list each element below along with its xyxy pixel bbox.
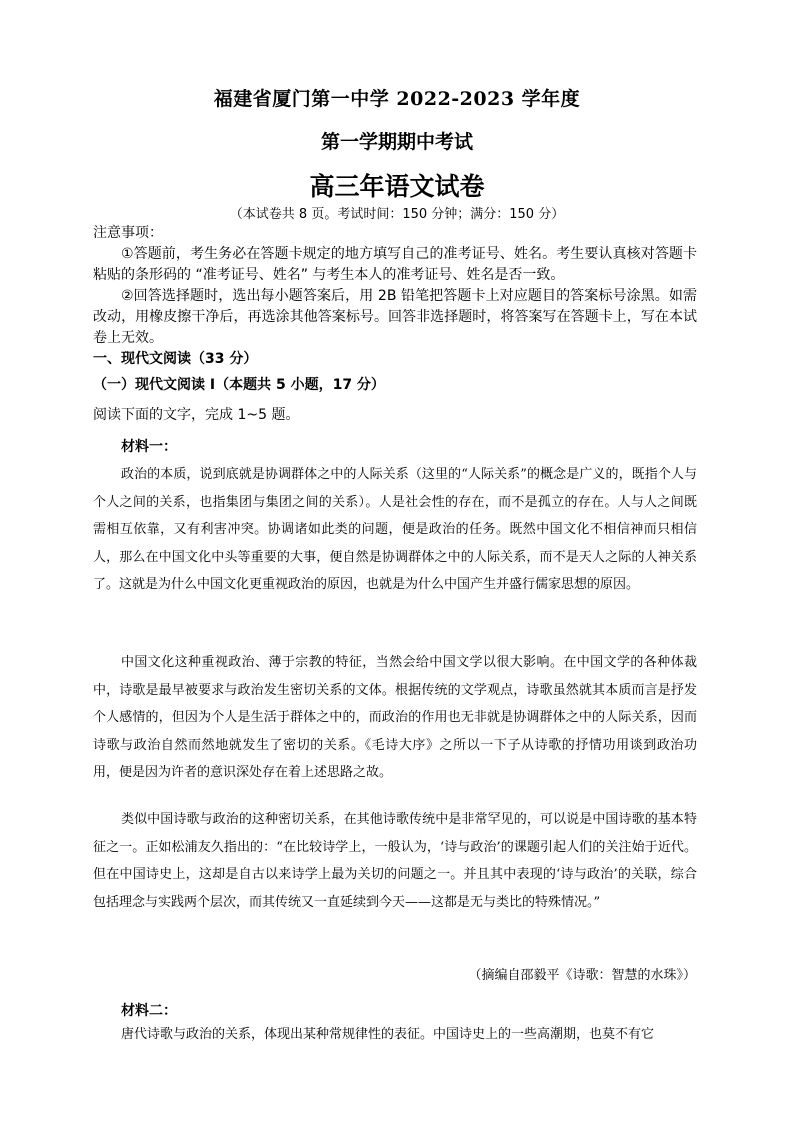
material-1-paragraph-3: 类似中国诗歌与政治的这种密切关系，在其他诗歌传统中是非常罕见的，可以说是中国诗歌的基本特征之一。正如松浦友久指出的：“在比较诗学上，一般认为，‘诗与政治’的课题引起人们的关注始于近代。但在中国诗史上，这却是自古以来诗学上最为关切的问题之一。并且其中表现的‘诗与政治’的关联，综合包括理念与实践两个层次，而其传统又一直延续到今天——这都是无与类比的特殊情况。” bbox=[93, 812, 697, 910]
section-title: 一、现代文阅读（33 分） bbox=[93, 351, 258, 367]
material-1-paragraph-1: 政治的本质，说到底就是协调群体之中的人际关系（这里的“人际关系”的概念是广义的，既指个人与个人之间的关系，也指集团与集团之间的关系）。人是社会性的存在，而不是孤立的存在。人与人之间既需相互依靠，又有利害冲突。协调诸如此类的问题，便是政治的任务。既然中国文化不相信神而只相信人，那么在中国文化中头等重要的大事，便自然是协调群体之中的人际关系，而不是天人之际的人神关系了。这就是为什么中国文化更重视政治的原因，也就是为什么中国产生并盛行儒家思想的原因。 bbox=[93, 467, 697, 592]
material-1-paragraph-2: 中国文化这种重视政治、薄于宗教的特征，当然会给中国文学以很大影响。在中国文学的各种体裁中，诗歌是最早被要求与政治发生密切关系的文体。根据传统的文学观点，诗歌虽然就其本质而言是抒发个人感情的，但因为个人是生活于群体之中的，而政治的作用也无非就是协调群体之中的人际关系，因而诗歌与政治自然而然地就发生了密切的关系。《毛诗大序》之所以一下子从诗歌的抒情功用谈到政治功用，便是因为许者的意识深处存在着上述思路之故。 bbox=[93, 655, 697, 780]
material-1-title: 材料一： bbox=[121, 439, 177, 455]
notice-item-1: ①答题前，考生务必在答题卡规定的地方填写自己的准考证号、姓名。考生要认真核对答题卡粘贴的条形码的 “准考证号、姓名” 与考生本人的准考证号、姓名是否一致。 bbox=[93, 246, 697, 283]
exam-info: （本试卷共 8 页。考试时间：150 分钟；满分：150 分） bbox=[229, 207, 565, 222]
section-subtitle: （一）现代文阅读 I（本题共 5 小题，17 分） bbox=[93, 377, 385, 393]
material-2-title: 材料二： bbox=[121, 1003, 177, 1019]
exam-title-subject: 高三年语文试卷 bbox=[309, 172, 485, 201]
material-2-paragraph-1: 唐代诗歌与政治的关系，体现出某种常规律性的表征。中国诗史上的一些高潮期，也莫不有它 bbox=[121, 1027, 655, 1042]
material-1-source: （摘编自邵毅平《诗歌：智慧的水珠》） bbox=[468, 968, 696, 983]
section-instruction: 阅读下面的文字，完成 1~5 题。 bbox=[93, 407, 300, 423]
notice-item-2: ②回答选择题时，选出每小题答案后，用 2B 铅笔把答题卡上对应题目的答案标号涂黑。如需改动，用橡皮擦干净后，再选涂其他答案标号。回答非选择题时，将答案写在答题卡上，写在本试卷上无效。 bbox=[93, 288, 697, 346]
notice-heading: 注意事项： bbox=[93, 225, 163, 241]
exam-title-term: 第一学期期中考试 bbox=[320, 131, 473, 153]
exam-title-school: 福建省厦门第一中学 2022-2023 学年度 bbox=[213, 88, 581, 110]
